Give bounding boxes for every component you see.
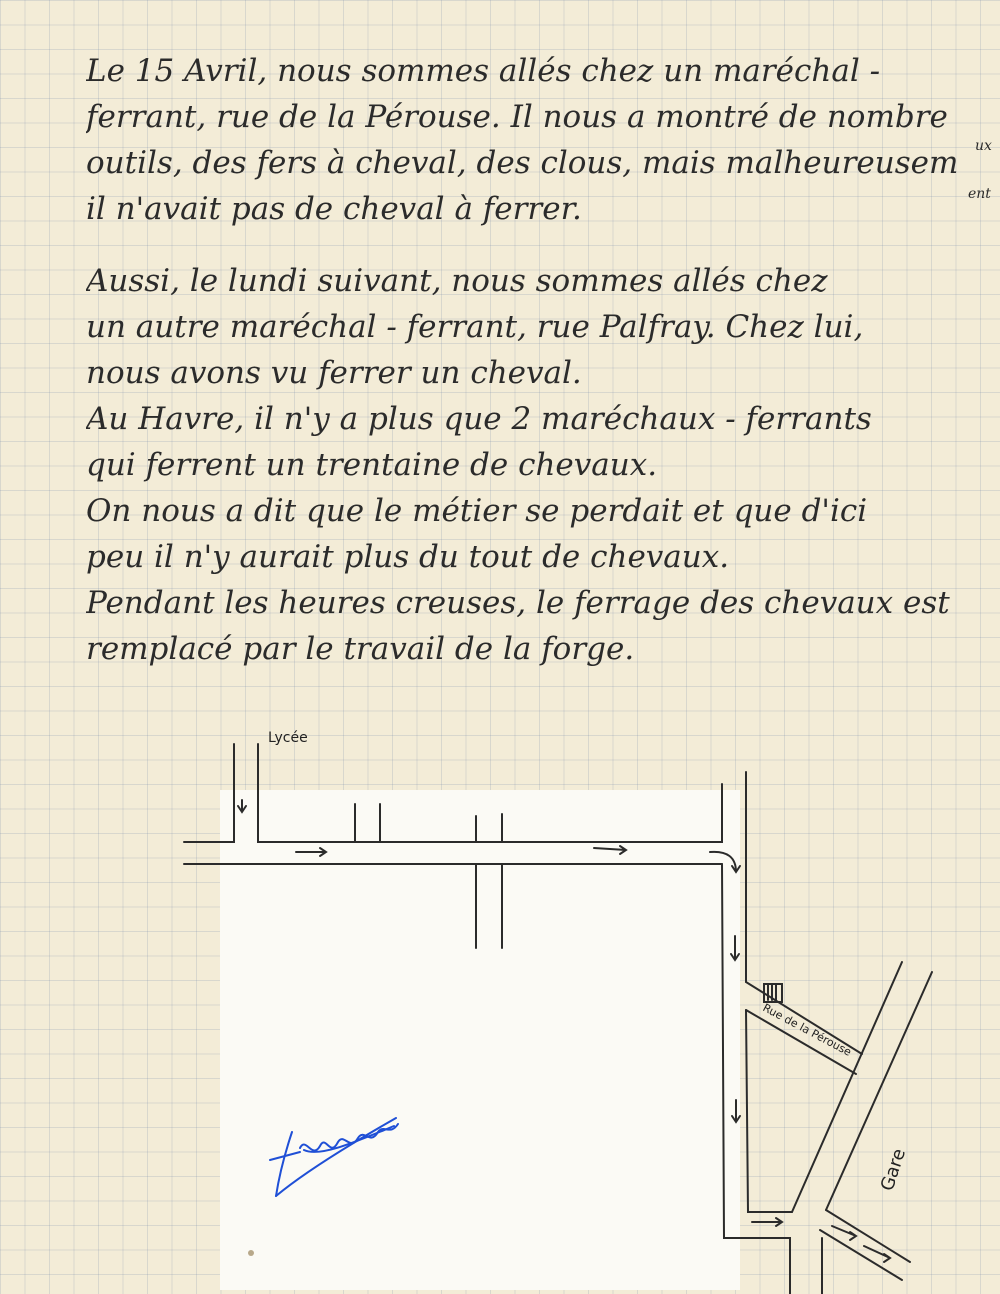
text-line-13: remplacé par le travail de la forge. (86, 631, 635, 667)
text-line-12: Pendant les heures creuses, le ferrage des chevaux est (86, 585, 950, 621)
text-line-7: nous avons vu ferrer un cheval. (86, 355, 582, 391)
text-line-4: il n'avait pas de cheval à ferrer. (86, 191, 582, 227)
text-line-3: outils, des fers à cheval, des clous, mais malheureusem (86, 145, 959, 181)
text-line-6: un autre maréchal - ferrant, rue Palfray. Chez lui, (86, 309, 864, 345)
map-street-vertical-right-bottom (746, 1010, 792, 1212)
text-line-11: peu il n'y aurait plus du tout de chevaux. (86, 539, 730, 575)
insert-ent: ent (968, 186, 991, 202)
map-label-gare: Gare (876, 1146, 911, 1194)
text-line-1: Le 15 Avril, nous sommes allés chez un maréchal - (86, 53, 881, 89)
signature-mark (270, 1118, 398, 1196)
map-street-vertical-left (722, 864, 742, 1238)
text-line-5: Aussi, le lundi suivant, nous sommes allés chez (86, 263, 828, 299)
map-label-lycee: Lycée (268, 730, 308, 746)
text-line-8: Au Havre, il n'y a plus que 2 maréchaux - ferrants (86, 401, 872, 437)
map-label-street: Rue de la Pérouse (760, 1001, 854, 1059)
text-line-2: ferrant, rue de la Pérouse. Il nous a montré de nombre (86, 99, 948, 135)
map-street-main-top (258, 744, 722, 842)
punch-dot (248, 1250, 254, 1256)
map-street-lycee-left (184, 744, 234, 842)
text-line-10: On nous a dit que le métier se perdait et que d'ici (86, 493, 868, 529)
text-line-9: qui ferrent un trentaine de chevaux. (86, 447, 658, 483)
insert-ux: ux (975, 138, 992, 154)
